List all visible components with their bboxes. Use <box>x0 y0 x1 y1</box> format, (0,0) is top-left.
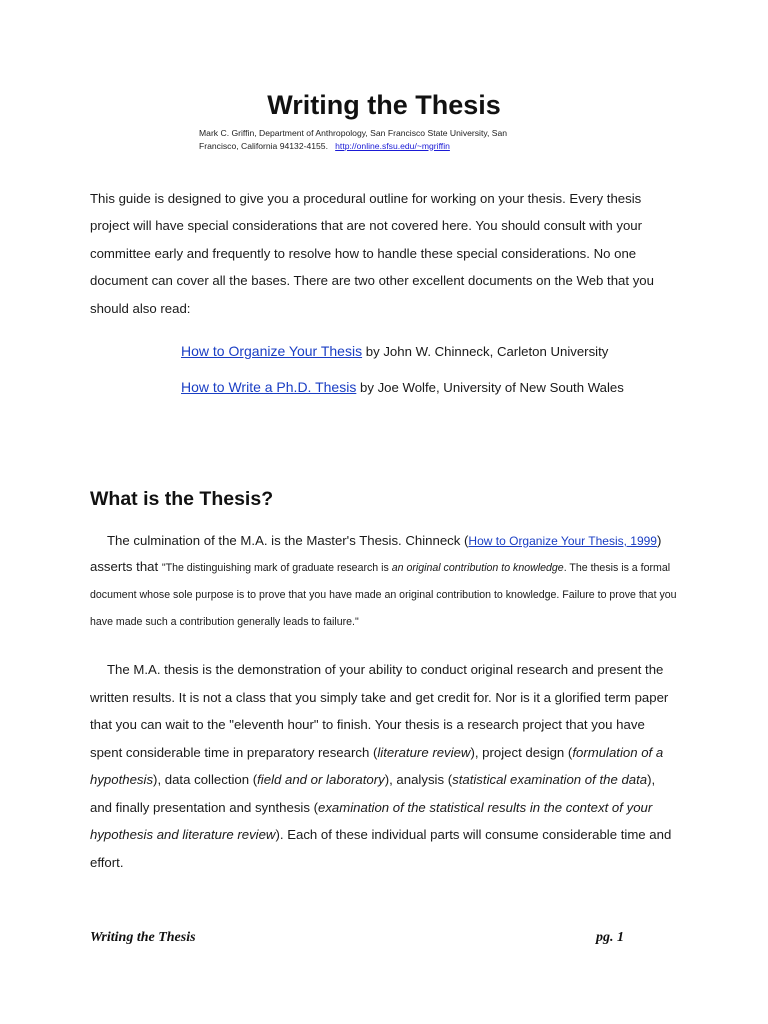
p2-em: field and or laboratory <box>257 772 385 787</box>
reference-item <box>181 376 741 412</box>
p2-em: literature review <box>377 744 471 760</box>
page-title: Writing the Thesis <box>267 90 501 120</box>
p2-em: examination of the statistical results in the context of your hypothesis and literature review <box>90 799 653 842</box>
p1-quote-b: . The thesis is a formal document whose sole purpose is to prove that you have made an original contribution to knowledge. Failure to prove that you have made such a contribution generally leads to failure." <box>90 562 677 628</box>
section-heading: What is the Thesis? <box>90 488 274 510</box>
intro-paragraph: This guide is designed to give you a procedural outline for working on your thesis. Every thesis project will have special considerations that are not covered here. You should consult with your committee early and frequently to resolve how to handle these special considerations. No one document can cover all the bases. There are two other excellent documents on the Web that you should also read: <box>90 191 654 316</box>
p2-em: formulation of a hypothesis <box>90 744 664 787</box>
byline-line2: Francisco, California 94132-4155. <box>199 140 328 151</box>
p2-text: ). Each of these individual parts will consume considerable time and effort. <box>90 827 672 870</box>
p1-quote-a: "The distinguishing mark of graduate research is <box>161 562 392 574</box>
p2-text: ), project design ( <box>470 744 573 760</box>
page-footer <box>90 930 624 946</box>
link-organize-thesis[interactable]: How to Organize Your Thesis <box>181 343 363 359</box>
footer-title: Writing the Thesis <box>90 930 196 945</box>
reference-author: by John W. Chinneck, Carleton University <box>362 344 609 359</box>
p1-quote-em: an original contribution to knowledge <box>391 562 564 574</box>
p2-text: ), and finally presentation and synthesis ( <box>90 772 656 815</box>
author-homepage-link[interactable]: http://online.sfsu.edu/~mgriffin <box>335 140 450 151</box>
reference-author: by Joe Wolfe, University of New South Wales <box>356 380 624 395</box>
link-write-phd-thesis[interactable]: How to Write a Ph.D. Thesis <box>181 379 357 395</box>
p2-text: ), data collection ( <box>153 772 258 787</box>
page-number: pg. 1 <box>596 930 624 945</box>
chinneck-paragraph <box>90 528 680 635</box>
byline-line1: Mark C. Griffin, Department of Anthropology, San Francisco State University, San <box>199 128 508 138</box>
p1-after: ) asserts that <box>90 533 662 574</box>
link-chinneck-citation[interactable]: How to Organize Your Thesis, 1999 <box>468 534 657 548</box>
author-byline <box>199 127 549 152</box>
p2-text: ), analysis ( <box>384 772 453 787</box>
p2-em: statistical examination of the data <box>452 772 648 787</box>
reference-item <box>181 340 741 376</box>
p2-text: The M.A. thesis is the demonstration of your ability to conduct original research and present the written results. It is not a class that you simply take and get credit for. Nor is it a glorified term paper that you can wait to the "eleventh hour" to finish. Your thesis is a research project that you have spent considerable time in preparatory research ( <box>90 662 669 760</box>
ma-thesis-paragraph <box>90 656 680 876</box>
reference-links <box>181 340 741 412</box>
p1-lead: The culmination of the M.A. is the Master's Thesis. Chinneck ( <box>107 533 469 548</box>
